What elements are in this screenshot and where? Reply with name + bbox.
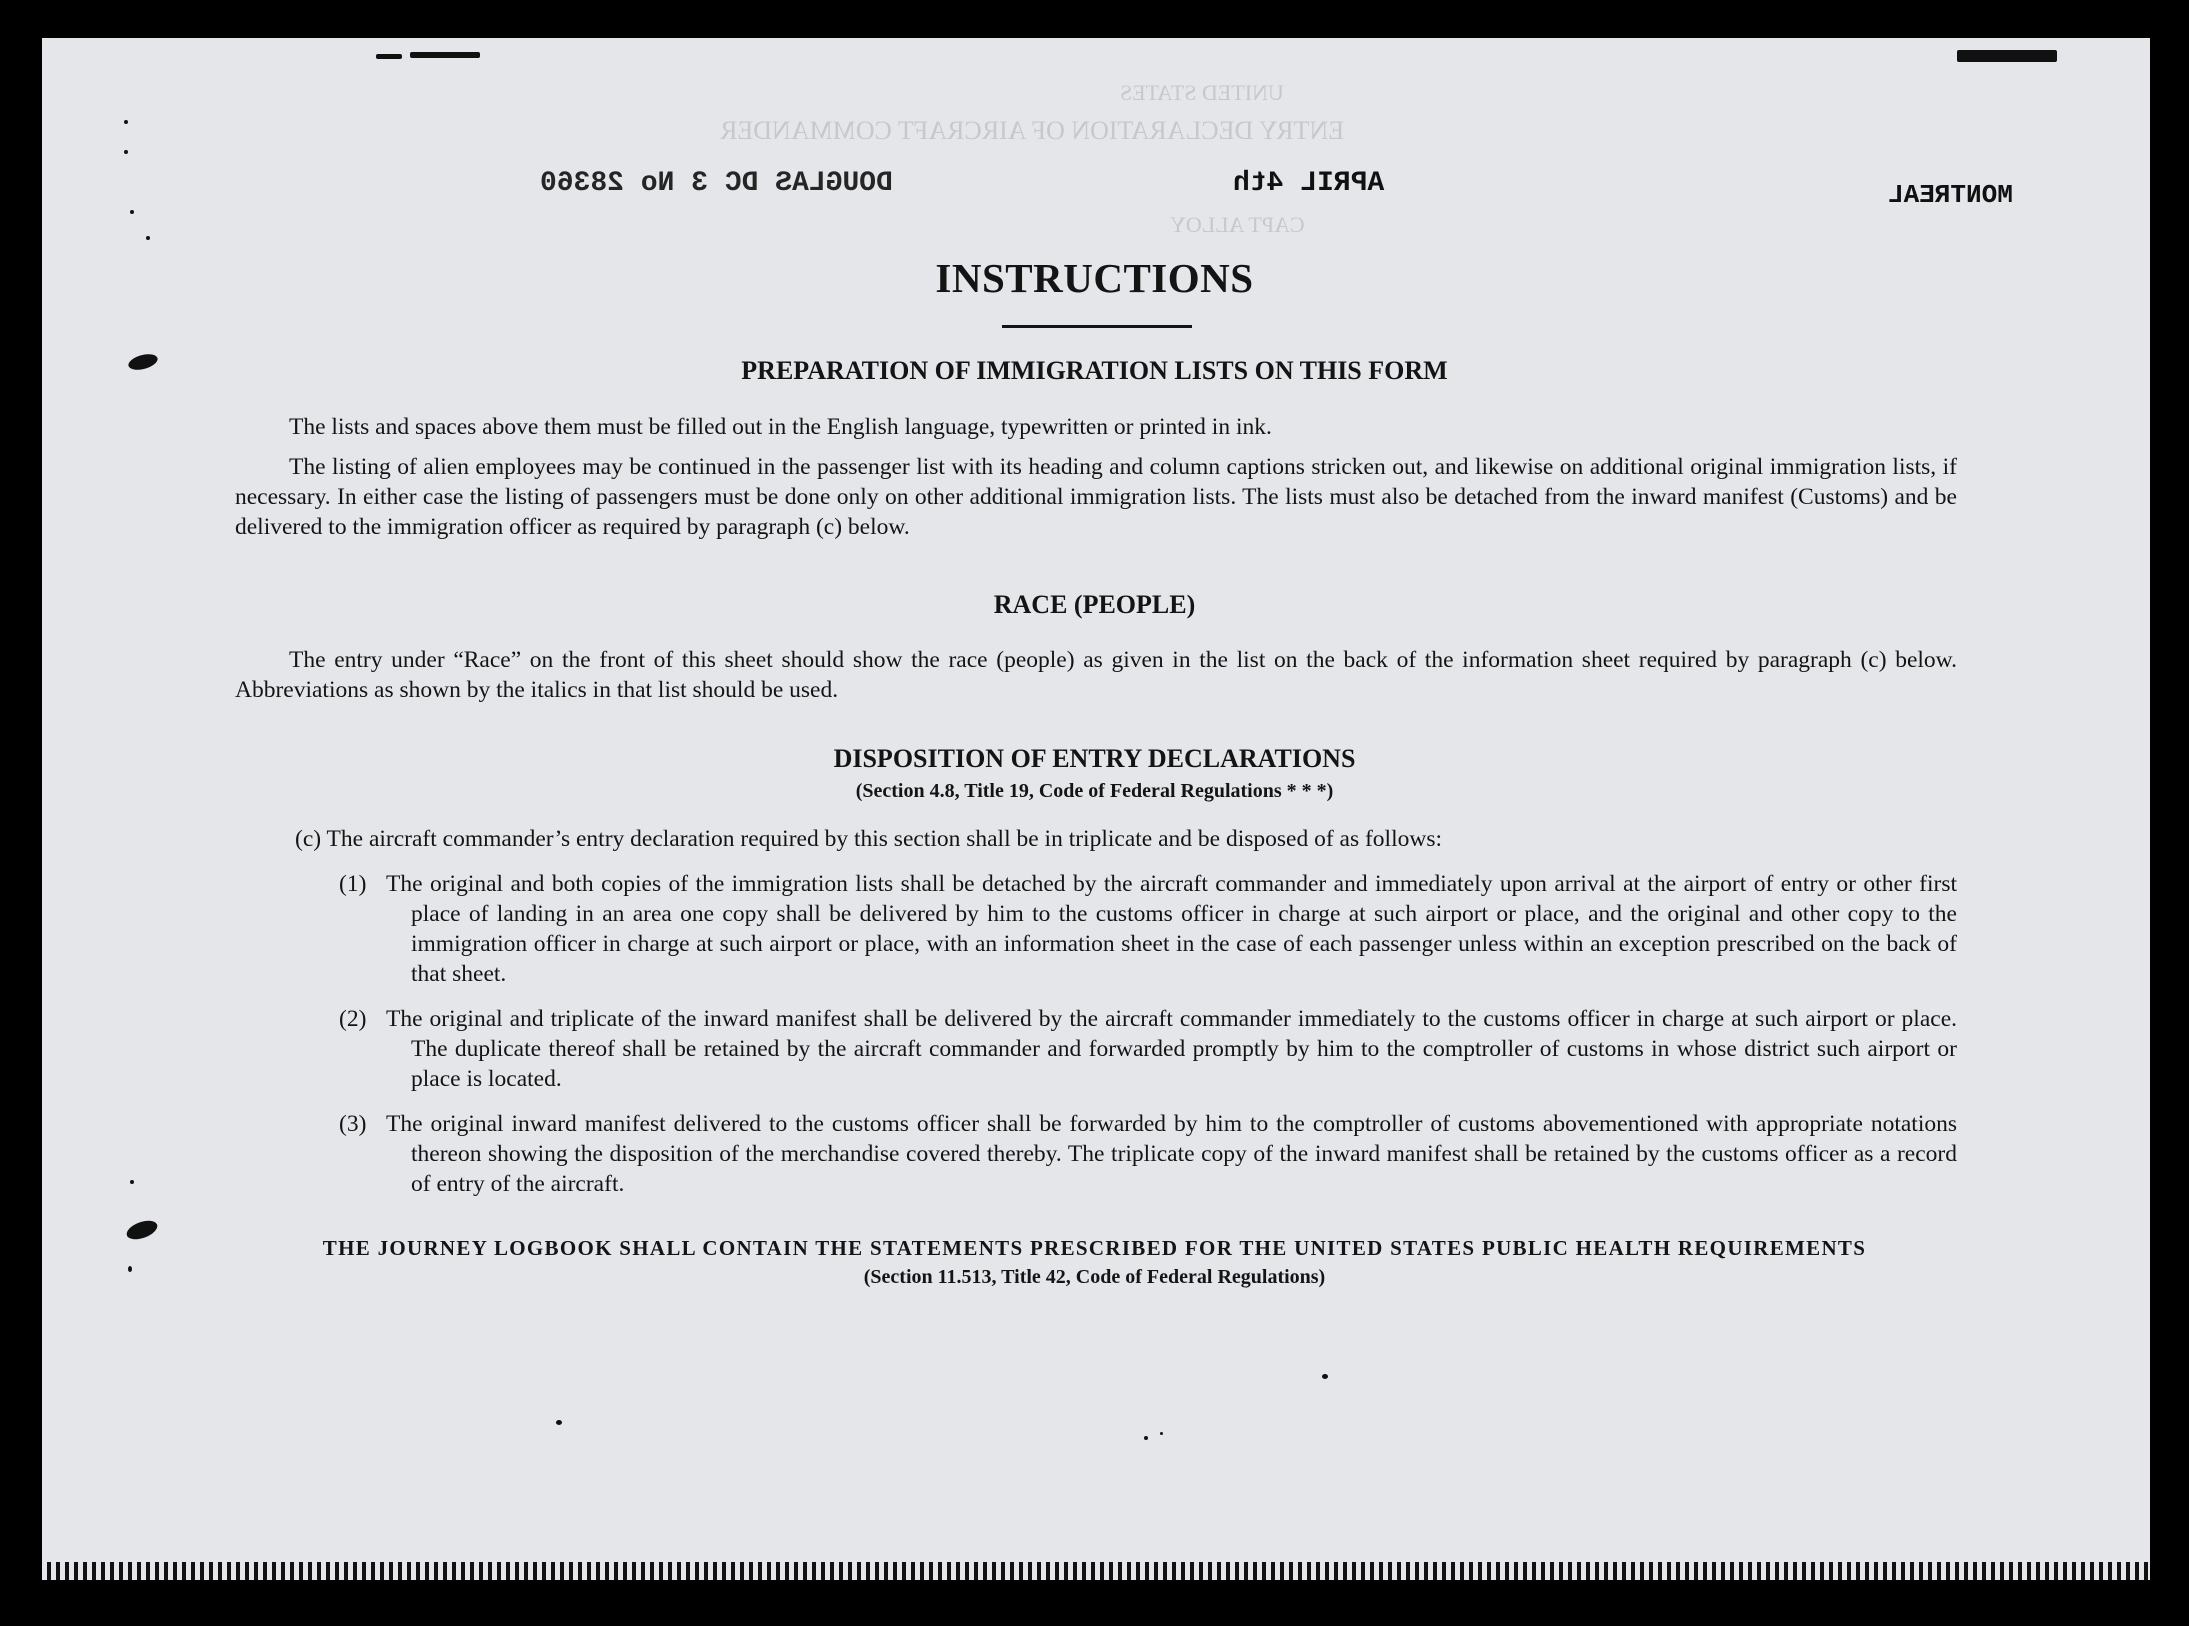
bleed-through-faint-line: CAPT ALLOY [1170, 212, 1305, 237]
preparation-paragraph-2: The listing of alien employees may be continued in the passenger list with its heading and column captions stricken out, and likewise on additional original immigration lists, if necessary. In either case the listing of passengers must be done only on other additional immigration lists. The lists must also be detached from the inward manifest (Customs) and be delivered to the immigration officer as required by paragraph (c) below. [235, 454, 1957, 540]
scan-mark [410, 52, 480, 58]
bleed-through-date: APRIL 4th [1233, 168, 1385, 199]
footer-citation: (Section 11.513, Title 42, Code of Federal Regulations) [863, 1266, 1326, 1288]
scan-mark [1957, 50, 2057, 62]
disposition-item [339, 1004, 1957, 1094]
bleed-through-faint-line: ENTRY DECLARATION OF AIRCRAFT COMMANDER [720, 116, 1345, 145]
page-title: INSTRUCTIONS [935, 255, 1254, 301]
race-heading: RACE (PEOPLE) [993, 590, 1196, 619]
scan-dot [556, 1420, 562, 1425]
disposition-intro [295, 824, 1957, 854]
disposition-item-text: The original and triplicate of the inward manifest shall be delivered by the aircraft commander immediately to the customs officer in charge at such airport or place. The duplicate thereof shall be retained by the aircraft commander and forwarded promptly by him to the comptroller of customs in whose district such airport or place is located. [386, 1006, 1957, 1092]
preparation-paragraph-1: The lists and spaces above them must be filled out in the English language, typewritten or printed in ink. [289, 414, 1272, 440]
disposition-item [339, 1109, 1957, 1199]
scan-dot [124, 120, 128, 124]
disposition-item-number: (2) [339, 1006, 367, 1032]
bleed-through-city: MONTREAL [1888, 180, 2013, 210]
scan-dot [1144, 1436, 1148, 1440]
scan-dot [130, 210, 134, 214]
disposition-item [339, 869, 1957, 989]
disposition-heading: DISPOSITION OF ENTRY DECLARATIONS [833, 744, 1356, 773]
disposition-item-number: (3) [339, 1111, 367, 1137]
scan-mark [376, 54, 402, 59]
scan-dot [124, 150, 128, 154]
bleed-through-faint-line: UNITED STATES [1120, 80, 1284, 105]
scan-dot [1160, 1432, 1163, 1435]
scan-dot [1322, 1374, 1328, 1379]
disposition-item-text: The original inward manifest delivered to the customs officer shall be forwarded by him to the comptroller of customs abovementioned with appropriate notations thereon showing the disposition of the merchandise covered thereby. The triplicate copy of the inward manifest shall be retained by the customs officer as a record of entry of the aircraft. [386, 1111, 1957, 1197]
footer-statement: THE JOURNEY LOGBOOK SHALL CONTAIN THE STATEMENTS PRESCRIBED FOR THE UNITED STATES PUBLIC HEALTH REQUIREMENTS [322, 1236, 1867, 1260]
scan-dot [130, 1180, 134, 1184]
perforated-edge [42, 1562, 2150, 1580]
preparation-heading: PREPARATION OF IMMIGRATION LISTS ON THIS FORM [741, 356, 1448, 385]
disposition-intro-text: The aircraft commander’s entry declaration required by this section shall be in triplicate and be disposed of as follows: [326, 826, 1443, 852]
disposition-item-text: The original and both copies of the immigration lists shall be detached by the aircraft commander and immediately upon arrival at the airport of entry or other first place of landing in an area one copy shall be delivered by him to the customs officer in charge at such airport or place, and the original and other copy to the immigration officer in charge at such airport or place, with an information sheet in the case of each passenger unless within an exception prescribed on the back of that sheet. [386, 871, 1957, 987]
disposition-intro-label: (c) [295, 826, 322, 852]
bleed-through-number: DOUGLAS DC 3 No 28360 [540, 168, 893, 199]
title-divider [1002, 325, 1192, 328]
disposition-item-number: (1) [339, 871, 367, 897]
disposition-citation: (Section 4.8, Title 19, Code of Federal Regulations * * *) [855, 780, 1334, 802]
scan-dot [146, 236, 150, 240]
race-paragraph: The entry under “Race” on the front of this sheet should show the race (people) as given in the list on the back of the information sheet required by paragraph (c) below. Abbreviations as shown by the italics in that list should be used. [235, 647, 1957, 703]
